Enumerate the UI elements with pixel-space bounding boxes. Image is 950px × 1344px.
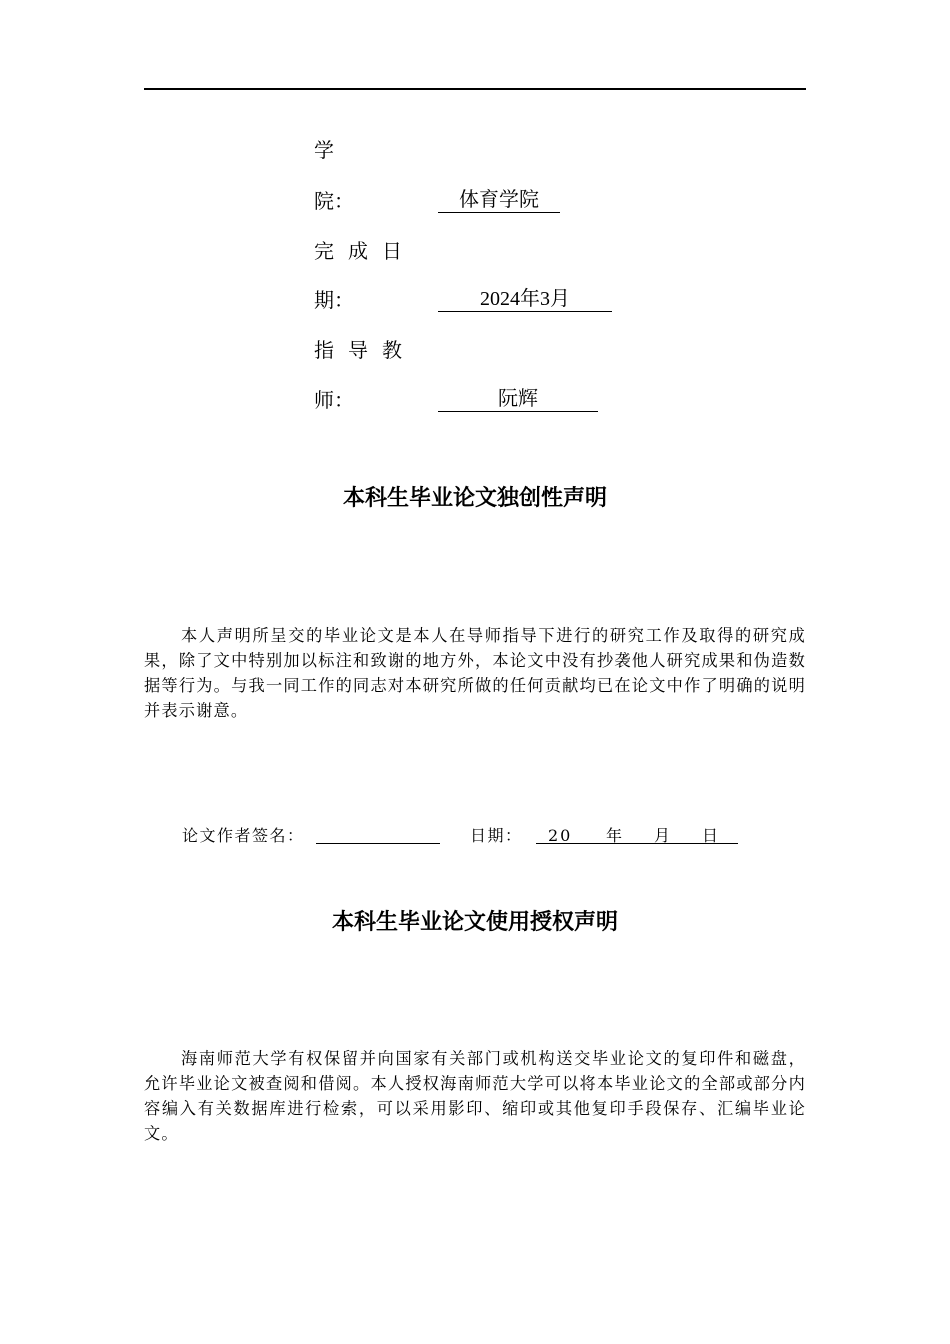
- originality-title: 本科生毕业论文独创性声明: [342, 486, 607, 511]
- author-signature-blank: [316, 843, 440, 844]
- advisor-label-line1: 指导教: [314, 338, 416, 362]
- advisor-value: 阮辉: [438, 387, 598, 412]
- header-rule: [144, 88, 806, 90]
- date-year-unit: 年: [606, 826, 623, 845]
- date-label-line2: 期：: [314, 288, 354, 312]
- date-label-line1: 完成日: [314, 239, 416, 263]
- date-label: 日期：: [470, 826, 523, 845]
- originality-body: 本人声明所呈交的毕业论文是本人在导师指导下进行的研究工作及取得的研究成果，除了文中特别加以标注和致谢的地方外，本论文中没有抄袭他人研究成果和伪造数据等行为。与我一同工作的同志对本研究所做的任何贡献均已在论文中作了明确的说明并表示谢意。: [144, 626, 806, 720]
- date-month-unit: 月: [654, 826, 671, 845]
- author-signature-label: 论文作者签名：: [182, 826, 305, 845]
- college-label-line2: 院：: [314, 189, 354, 213]
- authorization-title: 本科生毕业论文使用授权声明: [331, 910, 618, 935]
- date-day-unit: 日: [702, 826, 719, 845]
- completion-date-value: 2024年3月: [438, 287, 612, 312]
- college-label-line1: 学: [314, 138, 334, 162]
- advisor-label-line2: 师：: [314, 388, 354, 412]
- authorization-body: 海南师范大学有权保留并向国家有关部门或机构送交毕业论文的复印件和磁盘，允许毕业论文被查阅和借阅。本人授权海南师范大学可以将本毕业论文的全部或部分内容编入有关数据库进行检索，可以采用影印、缩印或其他复印手段保存、汇编毕业论文。: [144, 1049, 806, 1143]
- college-value: 体育学院: [438, 188, 560, 213]
- date-year-prefix: 20: [548, 826, 573, 845]
